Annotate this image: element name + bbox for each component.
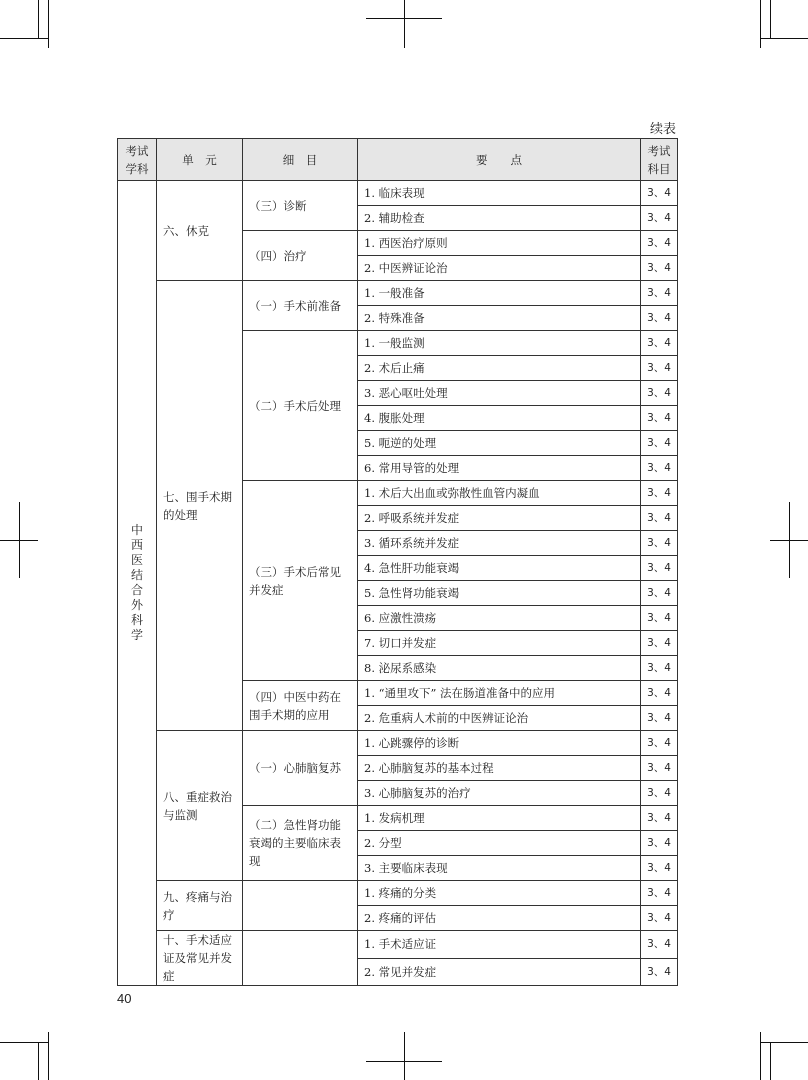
table-row [118, 281, 678, 306]
score-cell: 3、4 [641, 556, 678, 581]
point-cell: 3. 恶心呕吐处理 [358, 381, 641, 406]
score-cell: 3、4 [641, 206, 678, 231]
score-cell: 3、4 [641, 731, 678, 756]
score-cell: 3、4 [641, 806, 678, 831]
header-score: 考试科目 [641, 139, 678, 181]
unit-cell: 九、疼痛与治疗 [157, 881, 243, 931]
point-cell: 4. 腹胀处理 [358, 406, 641, 431]
detail-cell [243, 881, 358, 931]
score-cell: 3、4 [641, 506, 678, 531]
point-cell: 1. 临床表现 [358, 181, 641, 206]
unit-cell: 八、重症救治与监测 [157, 731, 243, 881]
unit-cell: 六、休克 [157, 181, 243, 281]
table-row [118, 181, 678, 206]
score-cell: 3、4 [641, 881, 678, 906]
point-cell: 1. 术后大出血或弥散性血管内凝血 [358, 481, 641, 506]
detail-cell: （一）心肺脑复苏 [243, 731, 358, 806]
unit-cell: 十、手术适应证及常见并发症 [157, 931, 243, 986]
score-cell: 3、4 [641, 781, 678, 806]
point-cell: 1. 疼痛的分类 [358, 881, 641, 906]
detail-cell [243, 931, 358, 986]
score-cell: 3、4 [641, 706, 678, 731]
point-cell: 1. 西医治疗原则 [358, 231, 641, 256]
score-cell: 3、4 [641, 331, 678, 356]
table-row [118, 881, 678, 906]
score-cell: 3、4 [641, 958, 678, 986]
score-cell: 3、4 [641, 756, 678, 781]
point-cell: 1. 心跳骤停的诊断 [358, 731, 641, 756]
point-cell: 2. 中医辨证论治 [358, 256, 641, 281]
point-cell: 1. 一般准备 [358, 281, 641, 306]
score-cell: 3、4 [641, 381, 678, 406]
point-cell: 2. 心肺脑复苏的基本过程 [358, 756, 641, 781]
point-cell: 2. 术后止痛 [358, 356, 641, 381]
score-cell: 3、4 [641, 281, 678, 306]
score-cell: 3、4 [641, 481, 678, 506]
point-cell: 2. 疼痛的评估 [358, 906, 641, 931]
detail-cell: （二）急性肾功能衰竭的主要临床表现 [243, 806, 358, 881]
header-subject: 考试学科 [118, 139, 157, 181]
point-cell: 5. 呃逆的处理 [358, 431, 641, 456]
score-cell: 3、4 [641, 431, 678, 456]
score-cell: 3、4 [641, 256, 678, 281]
point-cell: 1. 发病机理 [358, 806, 641, 831]
score-cell: 3、4 [641, 931, 678, 959]
page-number: 40 [117, 991, 132, 1006]
table-row [118, 931, 678, 959]
header-detail: 细 目 [243, 139, 358, 181]
point-cell: 2. 呼吸系统并发症 [358, 506, 641, 531]
score-cell: 3、4 [641, 606, 678, 631]
table-row [118, 731, 678, 756]
header-unit: 单 元 [157, 139, 243, 181]
score-cell: 3、4 [641, 681, 678, 706]
score-cell: 3、4 [641, 231, 678, 256]
point-cell: 3. 心肺脑复苏的治疗 [358, 781, 641, 806]
point-cell: 1. 一般监测 [358, 331, 641, 356]
score-cell: 3、4 [641, 406, 678, 431]
point-cell: 2. 辅助检查 [358, 206, 641, 231]
score-cell: 3、4 [641, 856, 678, 881]
unit-cell: 七、围手术期的处理 [157, 281, 243, 731]
detail-cell: （四）治疗 [243, 231, 358, 281]
point-cell: 4. 急性肝功能衰竭 [358, 556, 641, 581]
point-cell: 2. 危重病人术前的中医辨证论治 [358, 706, 641, 731]
score-cell: 3、4 [641, 306, 678, 331]
score-cell: 3、4 [641, 456, 678, 481]
detail-cell: （一）手术前准备 [243, 281, 358, 331]
table-header-row [118, 139, 678, 181]
syllabus-table [117, 138, 678, 986]
score-cell: 3、4 [641, 656, 678, 681]
score-cell: 3、4 [641, 531, 678, 556]
subject-label: 中西医结合外科学 [130, 523, 143, 642]
continued-label: 续表 [649, 122, 676, 137]
point-cell: 3. 主要临床表现 [358, 856, 641, 881]
point-cell: 6. 应激性溃疡 [358, 606, 641, 631]
point-cell: 1. 手术适应证 [358, 931, 641, 959]
point-cell: 6. 常用导管的处理 [358, 456, 641, 481]
detail-cell: （四）中医中药在围手术期的应用 [243, 681, 358, 731]
score-cell: 3、4 [641, 631, 678, 656]
point-cell: 8. 泌尿系感染 [358, 656, 641, 681]
point-cell: 5. 急性肾功能衰竭 [358, 581, 641, 606]
score-cell: 3、4 [641, 181, 678, 206]
score-cell: 3、4 [641, 906, 678, 931]
point-cell: 2. 常见并发症 [358, 958, 641, 986]
point-cell: 1. “通里攻下” 法在肠道准备中的应用 [358, 681, 641, 706]
point-cell: 2. 特殊准备 [358, 306, 641, 331]
header-points: 要 点 [358, 139, 641, 181]
point-cell: 3. 循环系统并发症 [358, 531, 641, 556]
detail-cell: （三）诊断 [243, 181, 358, 231]
detail-cell: （三）手术后常见并发症 [243, 481, 358, 681]
subject-cell [118, 181, 157, 986]
score-cell: 3、4 [641, 581, 678, 606]
point-cell: 2. 分型 [358, 831, 641, 856]
detail-cell: （二）手术后处理 [243, 331, 358, 481]
score-cell: 3、4 [641, 831, 678, 856]
point-cell: 7. 切口并发症 [358, 631, 641, 656]
score-cell: 3、4 [641, 356, 678, 381]
